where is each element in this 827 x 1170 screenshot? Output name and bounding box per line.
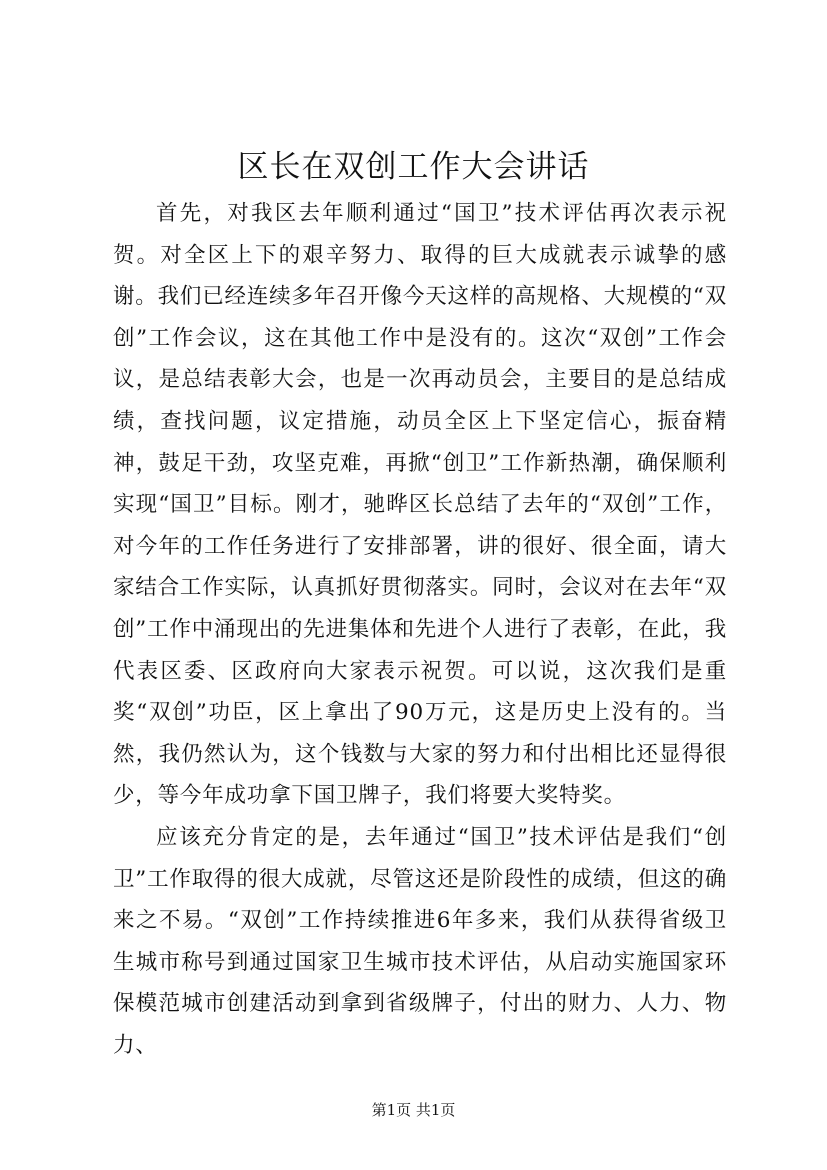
- document-body: [113, 193, 727, 1066]
- paragraph-1: 首先，对我区去年顺利通过“国卫”技术评估再次表示祝贺。对全区上下的艰辛努力、取得的巨大成就表示诚挚的感谢。我们已经连续多年召开像今天这样的高规格、大规模的“双创”工作会议，这在其他工作中是没有的。这次“双创”工作会议，是总结表彰大会，也是一次再动员会，主要目的是总结成绩，查找问题，议定措施，动员全区上下坚定信心，振奋精神，鼓足干劲，攻坚克难，再掀“创卫”工作新热潮，确保顺利实现“国卫”目标。刚才，驰晔区长总结了去年的“双创”工作，对今年的工作任务进行了安排部署，讲的很好、很全面，请大家结合工作实际，认真抓好贯彻落实。同时，会议对在去年“双创”工作中涌现出的先进集体和先进个人进行了表彰，在此，我代表区委、区政府向大家表示祝贺。可以说，这次我们是重奖“双创”功臣，区上拿出了90万元，这是历史上没有的。当然，我仍然认为，这个钱数与大家的努力和付出相比还显得很少，等今年成功拿下国卫牌子，我们将要大奖特奖。: [113, 201, 727, 809]
- page-number-footer: 第1页 共1页: [371, 1101, 456, 1119]
- paragraph-2: 应该充分肯定的是，去年通过“国卫”技术评估是我们“创卫”工作取得的很大成就，尽管这还是阶段性的成绩，但这的确来之不易。“双创”工作持续推进6年多来，我们从获得省级卫生城市称号到通过国家卫生城市技术评估，从启动实施国家环保模范城市创建活动到拿到省级牌子，付出的财力、人力、物力、: [113, 824, 727, 1058]
- document-title: 区长在双创工作大会讲话: [237, 149, 590, 185]
